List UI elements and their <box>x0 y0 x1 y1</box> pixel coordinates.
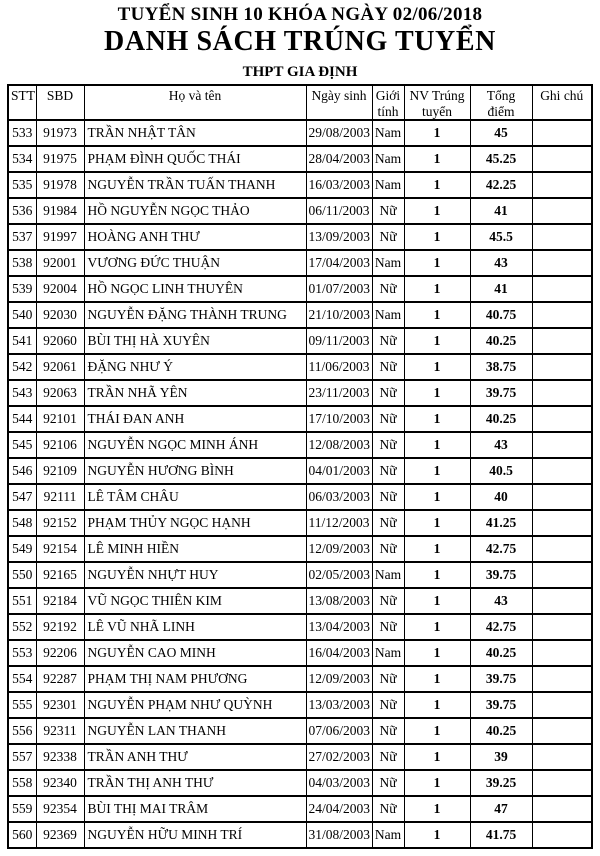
table-row <box>8 562 592 588</box>
table-row <box>8 718 592 744</box>
cell-name: NGUYỄN CAO MINH <box>84 640 306 666</box>
cell-stt: 557 <box>8 744 36 770</box>
cell-name: LÊ TÂM CHÂU <box>84 484 306 510</box>
cell-stt: 540 <box>8 302 36 328</box>
cell-nv: 1 <box>404 692 470 718</box>
cell-stt: 554 <box>8 666 36 692</box>
cell-score: 40.25 <box>470 406 532 432</box>
cell-gender: Nam <box>372 822 404 848</box>
cell-sbd: 91975 <box>36 146 84 172</box>
cell-gender: Nữ <box>372 510 404 536</box>
table-row <box>8 822 592 848</box>
cell-nv: 1 <box>404 536 470 562</box>
table-row <box>8 146 592 172</box>
cell-name: TRẦN ANH THƯ <box>84 744 306 770</box>
cell-score: 43 <box>470 588 532 614</box>
table-row <box>8 692 592 718</box>
cell-name: VƯƠNG ĐỨC THUẬN <box>84 250 306 276</box>
cell-gender: Nữ <box>372 484 404 510</box>
cell-score: 42.25 <box>470 172 532 198</box>
cell-nv: 1 <box>404 614 470 640</box>
cell-name: LÊ VŨ NHÃ LINH <box>84 614 306 640</box>
cell-score: 47 <box>470 796 532 822</box>
table-row <box>8 198 592 224</box>
cell-stt: 550 <box>8 562 36 588</box>
cell-stt: 544 <box>8 406 36 432</box>
cell-sbd: 92184 <box>36 588 84 614</box>
cell-sbd: 92192 <box>36 614 84 640</box>
cell-gender: Nữ <box>372 328 404 354</box>
cell-sbd: 91997 <box>36 224 84 250</box>
cell-sbd: 92060 <box>36 328 84 354</box>
cell-score: 43 <box>470 432 532 458</box>
cell-name: PHẠM ĐÌNH QUỐC THÁI <box>84 146 306 172</box>
cell-dob: 17/04/2003 <box>306 250 372 276</box>
table-row <box>8 614 592 640</box>
cell-sbd: 92369 <box>36 822 84 848</box>
cell-stt: 535 <box>8 172 36 198</box>
cell-sbd: 92354 <box>36 796 84 822</box>
cell-dob: 04/01/2003 <box>306 458 372 484</box>
cell-dob: 11/06/2003 <box>306 354 372 380</box>
cell-note <box>532 484 592 510</box>
cell-nv: 1 <box>404 770 470 796</box>
cell-note <box>532 120 592 146</box>
cell-name: BÙI THỊ MAI TRÂM <box>84 796 306 822</box>
cell-stt: 539 <box>8 276 36 302</box>
cell-dob: 28/04/2003 <box>306 146 372 172</box>
column-header-name: Họ và tên <box>84 85 306 120</box>
cell-name: NGUYỄN ĐẶNG THÀNH TRUNG <box>84 302 306 328</box>
cell-dob: 29/08/2003 <box>306 120 372 146</box>
cell-note <box>532 432 592 458</box>
cell-dob: 12/09/2003 <box>306 536 372 562</box>
school-name: THPT GIA ĐỊNH <box>242 63 358 80</box>
cell-nv: 1 <box>404 510 470 536</box>
cell-nv: 1 <box>404 822 470 848</box>
cell-note <box>532 510 592 536</box>
cell-score: 45 <box>470 120 532 146</box>
admission-table <box>7 84 593 849</box>
column-header-score: Tổng điểm <box>470 85 532 120</box>
cell-note <box>532 822 592 848</box>
cell-gender: Nam <box>372 172 404 198</box>
cell-nv: 1 <box>404 250 470 276</box>
cell-dob: 31/08/2003 <box>306 822 372 848</box>
cell-gender: Nam <box>372 302 404 328</box>
cell-name: HỒ NGỌC LINH THUYÊN <box>84 276 306 302</box>
cell-dob: 13/04/2003 <box>306 614 372 640</box>
cell-stt: 536 <box>8 198 36 224</box>
cell-sbd: 92165 <box>36 562 84 588</box>
column-header-stt: STT <box>8 85 36 120</box>
table-row <box>8 302 592 328</box>
cell-score: 39.75 <box>470 692 532 718</box>
cell-sbd: 92340 <box>36 770 84 796</box>
cell-sbd: 92061 <box>36 354 84 380</box>
cell-stt: 556 <box>8 718 36 744</box>
cell-dob: 12/08/2003 <box>306 432 372 458</box>
cell-score: 40.25 <box>470 328 532 354</box>
table-row <box>8 276 592 302</box>
cell-sbd: 92338 <box>36 744 84 770</box>
table-row <box>8 354 592 380</box>
cell-nv: 1 <box>404 718 470 744</box>
cell-dob: 06/03/2003 <box>306 484 372 510</box>
cell-gender: Nữ <box>372 354 404 380</box>
cell-note <box>532 770 592 796</box>
cell-sbd: 92152 <box>36 510 84 536</box>
cell-note <box>532 146 592 172</box>
cell-dob: 09/11/2003 <box>306 328 372 354</box>
cell-sbd: 92287 <box>36 666 84 692</box>
cell-stt: 543 <box>8 380 36 406</box>
column-header-sbd: SBD <box>36 85 84 120</box>
cell-gender: Nữ <box>372 692 404 718</box>
cell-gender: Nữ <box>372 588 404 614</box>
cell-name: NGUYỄN TRẦN TUẤN THANH <box>84 172 306 198</box>
cell-name: TRẦN THỊ ANH THƯ <box>84 770 306 796</box>
cell-nv: 1 <box>404 666 470 692</box>
cell-nv: 1 <box>404 458 470 484</box>
cell-nv: 1 <box>404 302 470 328</box>
cell-dob: 01/07/2003 <box>306 276 372 302</box>
cell-name: THÁI ĐAN ANH <box>84 406 306 432</box>
cell-score: 39.25 <box>470 770 532 796</box>
cell-name: BÙI THỊ HÀ XUYÊN <box>84 328 306 354</box>
cell-sbd: 92106 <box>36 432 84 458</box>
cell-nv: 1 <box>404 484 470 510</box>
cell-name: PHẠM THỊ NAM PHƯƠNG <box>84 666 306 692</box>
cell-stt: 533 <box>8 120 36 146</box>
cell-gender: Nữ <box>372 536 404 562</box>
cell-dob: 13/09/2003 <box>306 224 372 250</box>
cell-gender: Nam <box>372 562 404 588</box>
table-header-row <box>8 85 592 120</box>
table-row <box>8 406 592 432</box>
cell-score: 40.25 <box>470 718 532 744</box>
cell-name: NGUYỄN HỮU MINH TRÍ <box>84 822 306 848</box>
cell-name: LÊ MINH HIỀN <box>84 536 306 562</box>
cell-nv: 1 <box>404 432 470 458</box>
cell-score: 45.25 <box>470 146 532 172</box>
table-row <box>8 536 592 562</box>
cell-score: 39.75 <box>470 666 532 692</box>
cell-dob: 04/03/2003 <box>306 770 372 796</box>
cell-sbd: 92101 <box>36 406 84 432</box>
cell-score: 38.75 <box>470 354 532 380</box>
cell-score: 41.75 <box>470 822 532 848</box>
table-body <box>8 120 592 848</box>
cell-dob: 12/09/2003 <box>306 666 372 692</box>
cell-dob: 16/03/2003 <box>306 172 372 198</box>
cell-note <box>532 406 592 432</box>
cell-dob: 13/08/2003 <box>306 588 372 614</box>
cell-score: 43 <box>470 250 532 276</box>
cell-nv: 1 <box>404 744 470 770</box>
cell-score: 40.5 <box>470 458 532 484</box>
table-row <box>8 484 592 510</box>
cell-score: 40 <box>470 484 532 510</box>
cell-gender: Nữ <box>372 432 404 458</box>
cell-name: NGUYỄN PHẠM NHƯ QUỲNH <box>84 692 306 718</box>
page-subtitle: DANH SÁCH TRÚNG TUYỂN <box>104 25 496 57</box>
cell-nv: 1 <box>404 172 470 198</box>
table-row <box>8 588 592 614</box>
cell-dob: 21/10/2003 <box>306 302 372 328</box>
cell-dob: 27/02/2003 <box>306 744 372 770</box>
cell-score: 41.25 <box>470 510 532 536</box>
cell-note <box>532 354 592 380</box>
cell-stt: 549 <box>8 536 36 562</box>
cell-dob: 16/04/2003 <box>306 640 372 666</box>
table-row <box>8 250 592 276</box>
table-row <box>8 510 592 536</box>
cell-nv: 1 <box>404 328 470 354</box>
cell-dob: 23/11/2003 <box>306 380 372 406</box>
cell-dob: 13/03/2003 <box>306 692 372 718</box>
cell-note <box>532 744 592 770</box>
cell-nv: 1 <box>404 406 470 432</box>
cell-gender: Nam <box>372 146 404 172</box>
cell-score: 41 <box>470 198 532 224</box>
cell-stt: 553 <box>8 640 36 666</box>
cell-gender: Nam <box>372 250 404 276</box>
cell-note <box>532 692 592 718</box>
table-row <box>8 770 592 796</box>
cell-nv: 1 <box>404 640 470 666</box>
cell-dob: 07/06/2003 <box>306 718 372 744</box>
cell-stt: 548 <box>8 510 36 536</box>
cell-score: 39 <box>470 744 532 770</box>
column-header-gender: Giới tính <box>372 85 404 120</box>
cell-note <box>532 562 592 588</box>
cell-stt: 552 <box>8 614 36 640</box>
cell-gender: Nữ <box>372 276 404 302</box>
cell-sbd: 92030 <box>36 302 84 328</box>
cell-nv: 1 <box>404 146 470 172</box>
cell-stt: 538 <box>8 250 36 276</box>
cell-note <box>532 458 592 484</box>
cell-name: NGUYỄN HƯƠNG BÌNH <box>84 458 306 484</box>
table-row <box>8 666 592 692</box>
table-row <box>8 458 592 484</box>
table-row <box>8 640 592 666</box>
cell-nv: 1 <box>404 224 470 250</box>
table-row <box>8 120 592 146</box>
cell-name: PHẠM THỦY NGỌC HẠNH <box>84 510 306 536</box>
cell-sbd: 92109 <box>36 458 84 484</box>
cell-gender: Nữ <box>372 796 404 822</box>
cell-sbd: 91984 <box>36 198 84 224</box>
cell-note <box>532 640 592 666</box>
cell-score: 40.75 <box>470 302 532 328</box>
cell-gender: Nữ <box>372 224 404 250</box>
cell-dob: 11/12/2003 <box>306 510 372 536</box>
cell-nv: 1 <box>404 276 470 302</box>
cell-score: 45.5 <box>470 224 532 250</box>
cell-sbd: 91978 <box>36 172 84 198</box>
cell-dob: 02/05/2003 <box>306 562 372 588</box>
cell-name: TRẦN NHẬT TÂN <box>84 120 306 146</box>
cell-gender: Nữ <box>372 380 404 406</box>
table-row <box>8 224 592 250</box>
cell-name: TRẦN NHÃ YÊN <box>84 380 306 406</box>
cell-sbd: 92001 <box>36 250 84 276</box>
cell-sbd: 92301 <box>36 692 84 718</box>
cell-nv: 1 <box>404 354 470 380</box>
cell-stt: 545 <box>8 432 36 458</box>
cell-stt: 534 <box>8 146 36 172</box>
cell-note <box>532 718 592 744</box>
cell-note <box>532 536 592 562</box>
cell-nv: 1 <box>404 120 470 146</box>
cell-score: 40.25 <box>470 640 532 666</box>
cell-gender: Nam <box>372 640 404 666</box>
cell-name: ĐẶNG NHƯ Ý <box>84 354 306 380</box>
table-row <box>8 744 592 770</box>
cell-sbd: 92004 <box>36 276 84 302</box>
cell-gender: Nữ <box>372 614 404 640</box>
cell-sbd: 92311 <box>36 718 84 744</box>
cell-name: NGUYỄN NHỰT HUY <box>84 562 306 588</box>
cell-nv: 1 <box>404 198 470 224</box>
cell-note <box>532 614 592 640</box>
cell-score: 39.75 <box>470 562 532 588</box>
cell-name: HỒ NGUYỄN NGỌC THẢO <box>84 198 306 224</box>
cell-nv: 1 <box>404 380 470 406</box>
cell-stt: 558 <box>8 770 36 796</box>
cell-gender: Nữ <box>372 744 404 770</box>
cell-stt: 546 <box>8 458 36 484</box>
cell-gender: Nữ <box>372 198 404 224</box>
cell-stt: 551 <box>8 588 36 614</box>
cell-nv: 1 <box>404 588 470 614</box>
cell-dob: 17/10/2003 <box>306 406 372 432</box>
cell-note <box>532 172 592 198</box>
cell-name: HOÀNG ANH THƯ <box>84 224 306 250</box>
cell-name: NGUYỄN LAN THANH <box>84 718 306 744</box>
cell-gender: Nữ <box>372 406 404 432</box>
cell-score: 41 <box>470 276 532 302</box>
cell-name: NGUYỄN NGỌC MINH ÁNH <box>84 432 306 458</box>
table-row <box>8 328 592 354</box>
cell-stt: 555 <box>8 692 36 718</box>
table-row <box>8 172 592 198</box>
column-header-nv: NV Trúng tuyển <box>404 85 470 120</box>
cell-sbd: 92111 <box>36 484 84 510</box>
cell-stt: 560 <box>8 822 36 848</box>
cell-stt: 541 <box>8 328 36 354</box>
cell-score: 42.75 <box>470 536 532 562</box>
cell-note <box>532 796 592 822</box>
cell-note <box>532 328 592 354</box>
cell-stt: 559 <box>8 796 36 822</box>
table-row <box>8 380 592 406</box>
cell-note <box>532 380 592 406</box>
cell-note <box>532 198 592 224</box>
column-header-dob: Ngày sinh <box>306 85 372 120</box>
table-row <box>8 432 592 458</box>
cell-note <box>532 666 592 692</box>
cell-dob: 06/11/2003 <box>306 198 372 224</box>
column-header-note: Ghi chú <box>532 85 592 120</box>
cell-gender: Nữ <box>372 458 404 484</box>
cell-stt: 537 <box>8 224 36 250</box>
cell-nv: 1 <box>404 796 470 822</box>
cell-name: VŨ NGỌC THIÊN KIM <box>84 588 306 614</box>
cell-stt: 542 <box>8 354 36 380</box>
cell-note <box>532 250 592 276</box>
cell-note <box>532 224 592 250</box>
cell-gender: Nữ <box>372 718 404 744</box>
cell-score: 42.75 <box>470 614 532 640</box>
cell-dob: 24/04/2003 <box>306 796 372 822</box>
cell-gender: Nam <box>372 120 404 146</box>
cell-sbd: 92063 <box>36 380 84 406</box>
cell-sbd: 91973 <box>36 120 84 146</box>
cell-note <box>532 302 592 328</box>
page-title: TUYỂN SINH 10 KHÓA NGÀY 02/06/2018 <box>117 4 483 25</box>
cell-note <box>532 588 592 614</box>
cell-note <box>532 276 592 302</box>
cell-sbd: 92206 <box>36 640 84 666</box>
cell-gender: Nữ <box>372 666 404 692</box>
cell-gender: Nữ <box>372 770 404 796</box>
cell-stt: 547 <box>8 484 36 510</box>
table-row <box>8 796 592 822</box>
cell-score: 39.75 <box>470 380 532 406</box>
cell-nv: 1 <box>404 562 470 588</box>
cell-sbd: 92154 <box>36 536 84 562</box>
